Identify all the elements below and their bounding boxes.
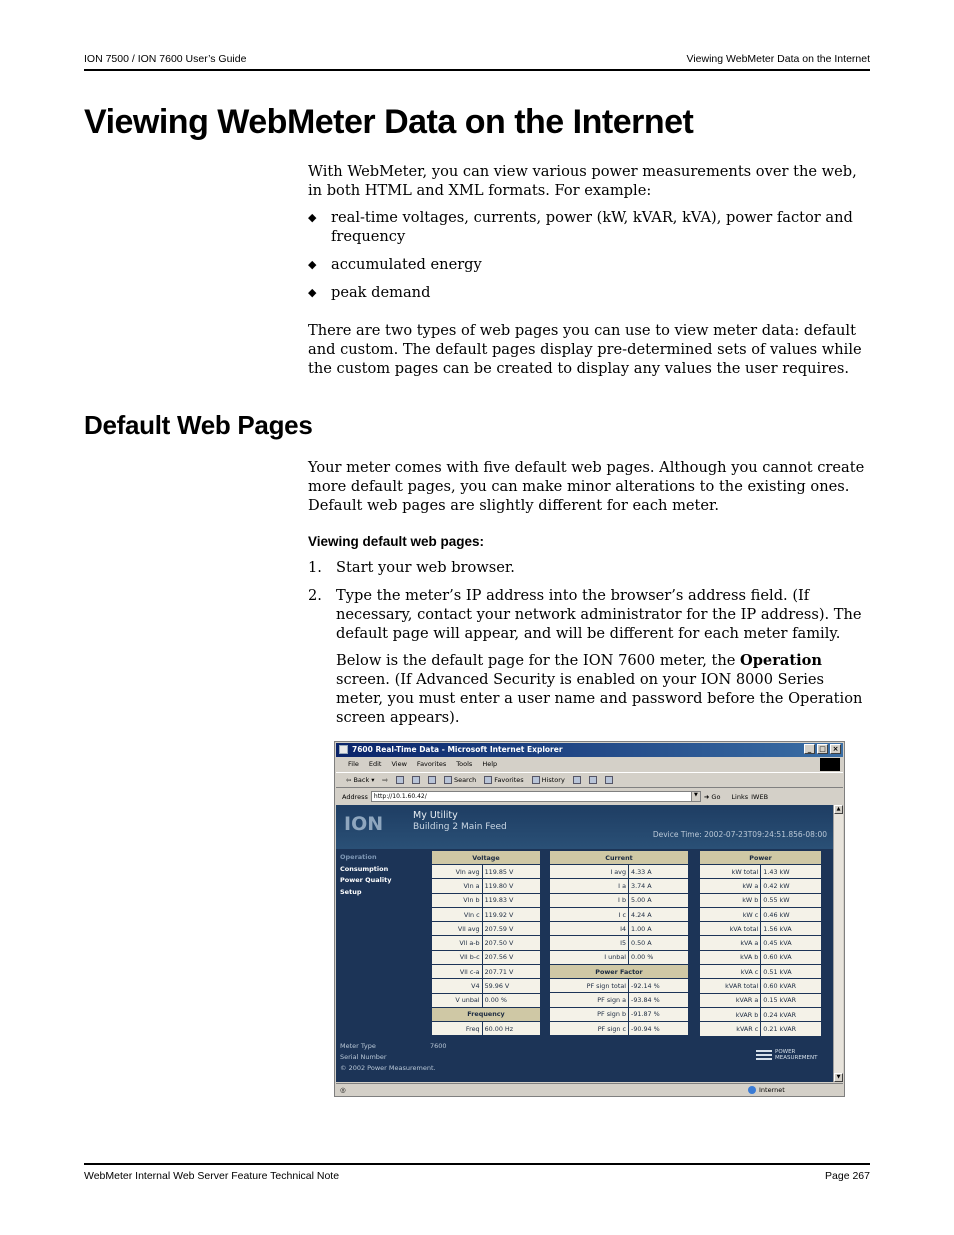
row-label: kW total [700,865,761,879]
table-row [550,1021,689,1035]
print-icon [589,776,597,784]
row-value: 0.24 kVAR [761,1007,822,1021]
table-row [432,879,541,893]
row-value: 119.85 V [482,865,540,879]
page-status-icon: ◎ [340,1086,346,1094]
row-value: 0.46 kW [761,907,822,921]
row-label: kVAR a [700,993,761,1007]
row-label: I unbal [550,950,629,964]
row-value: 3.74 A [629,879,689,893]
power-factor-header: Power Factor [550,965,689,979]
favorites-button[interactable] [484,776,523,784]
table-header-row [550,851,689,865]
table-row [550,907,689,921]
print-button[interactable] [589,776,597,784]
procedure-heading: Viewing default web pages: [308,534,485,549]
step-item [308,586,870,643]
meter-type-value: 7600 [430,1042,447,1050]
search-label: Search [453,776,477,784]
row-label: PF sign a [550,993,629,1007]
table-row [432,950,541,964]
serial-row [340,1052,447,1063]
step-note-bold: Operation [740,652,822,669]
go-label: Go [711,792,721,801]
row-label: I c [550,907,629,921]
feed-name: Building 2 Main Feed [413,822,507,832]
row-label: Vln b [432,893,483,907]
row-value: 0.00 % [629,950,689,964]
menu-view[interactable]: View [391,760,407,768]
table-row [550,879,689,893]
footer-doc-title: WebMeter Internal Web Server Feature Technical Note [84,1170,340,1182]
table-row [700,1022,822,1036]
table-row [550,922,689,936]
window-controls [804,744,841,754]
vertical-scrollbar[interactable] [833,805,843,1082]
table-row [700,979,822,993]
table-row [432,893,541,907]
home-icon [428,776,436,784]
go-arrow-icon: ➜ [703,792,710,801]
table-row [700,879,822,893]
table-row [700,893,822,907]
table-row [550,865,689,879]
table-row [700,1007,822,1021]
menu-file[interactable]: File [348,760,359,768]
row-label: Vln a [432,879,483,893]
table-header-row [432,1007,541,1021]
frequency-header: Frequency [432,1007,541,1021]
voltage-header: Voltage [432,851,541,865]
forward-button[interactable] [383,776,388,784]
bullet-text: accumulated energy [331,256,482,273]
row-label: PF sign c [550,1021,629,1035]
row-label: Vll c-a [432,965,483,979]
home-button[interactable] [428,776,436,784]
row-value: 5.00 A [629,893,689,907]
search-icon [444,776,452,784]
row-label: I4 [550,922,629,936]
back-arrow-icon: ⇦ [346,776,352,784]
section-title: Default Web Pages [84,410,313,440]
chevron-down-icon[interactable]: ▼ [691,792,700,801]
table-row [700,936,822,950]
current-header: Current [550,851,689,865]
power-measurement-icon [756,1050,772,1060]
current-table [549,850,689,1036]
edit-icon [605,776,613,784]
browser-window-title: 7600 Real-Time Data - Microsoft Internet Explorer [352,745,563,754]
row-value: 0.15 kVAR [761,993,822,1007]
section-paragraph: Your meter comes with five default web pages. Although you cannot create more default pages, you can make minor alterations to the existing ones. Default web pages are slightly different for each meter. [308,459,865,514]
running-footer [84,1163,870,1185]
nav-operation[interactable]: Operation [340,853,377,861]
table-row [550,950,689,964]
menu-edit[interactable]: Edit [368,760,382,768]
row-label: Vll a-b [432,936,483,950]
table-row [550,979,689,993]
row-value: 207.59 V [482,922,540,936]
serial-label: Serial Number [340,1053,387,1061]
row-label: I b [550,893,629,907]
row-label: I a [550,879,629,893]
refresh-button[interactable] [412,776,420,784]
back-button[interactable] [346,776,375,784]
go-button[interactable] [704,793,721,801]
links-label[interactable]: Links [731,792,749,801]
table-header-row [700,851,822,865]
row-label: I avg [550,865,629,879]
table-row [432,922,541,936]
step-number: 2. [308,587,322,604]
bullet-item [308,283,870,302]
table-row [700,965,822,979]
table-row [432,907,541,921]
table-row [550,936,689,950]
back-label: Back [353,776,370,784]
row-value: 60.00 Hz [482,1021,540,1035]
row-label: kVA b [700,950,761,964]
table-row [550,1007,689,1021]
table-row [432,993,541,1007]
header-section-title: Viewing WebMeter Data on the Internet [686,53,870,65]
row-value: 1.43 kW [761,865,822,879]
row-value: 0.51 kVA [761,965,822,979]
nav-power-quality[interactable]: Power Quality [340,876,392,884]
table-row [550,993,689,1007]
table-row [700,865,822,879]
row-label: kVAR total [700,979,761,993]
step-note-text: Below is the default page for the ION 7600 meter, the [336,652,741,669]
row-value: -92.14 % [629,979,689,993]
address-label: Address [342,792,368,801]
webmeter-banner [336,805,833,849]
page-viewport [336,805,833,1082]
table-row [432,965,541,979]
row-value: 0.60 kVAR [761,979,822,993]
row-label: kW a [700,879,761,893]
menu-tools[interactable]: Tools [456,760,473,768]
address-input[interactable] [371,791,701,802]
browser-toolbar [336,772,843,788]
windows-logo-icon [820,758,840,771]
row-value: 1.00 A [629,922,689,936]
row-label: Freq [432,1021,483,1035]
mail-button[interactable] [573,776,581,784]
ion-logo: ION [344,813,384,835]
table-row [432,979,541,993]
diamond-bullet-icon: ◆ [308,211,317,224]
step-number: 1. [308,559,322,576]
copyright-row [340,1063,447,1074]
meter-type-row [340,1041,447,1052]
row-label: I5 [550,936,629,950]
minimize-button[interactable]: _ [804,744,815,754]
history-label: History [541,776,565,784]
diamond-bullet-icon: ◆ [308,286,317,299]
row-value: 4.24 A [629,907,689,921]
edit-button[interactable] [605,776,613,784]
page-title: Viewing WebMeter Data on the Internet [84,103,694,141]
voltage-table [431,850,541,1036]
step-text: Type the meter’s IP address into the browser’s address field. (If necessary, contact your network administrator for the IP address). The default page will appear, and will be different for each meter family. [336,587,862,642]
row-label: Vll avg [432,922,483,936]
menu-bar [336,758,843,771]
header-doc-title: ION 7500 / ION 7600 User’s Guide [84,53,247,65]
maximize-button[interactable]: □ [817,744,828,754]
row-label: Vln c [432,907,483,921]
row-label: V unbal [432,993,483,1007]
row-value: 119.83 V [482,893,540,907]
meter-type-label: Meter Type [340,1042,376,1050]
iweb-link[interactable]: IWEB [751,792,769,801]
table-row [700,922,822,936]
nav-setup[interactable]: Setup [340,887,362,896]
stop-button[interactable] [396,776,404,784]
page-number: Page 267 [825,1170,870,1182]
row-value: 0.60 kVA [761,950,822,964]
address-bar [336,789,843,804]
chevron-down-icon: ▾ [371,776,375,784]
stop-icon [396,776,404,784]
browser-titlebar [336,743,843,757]
row-value: -90.94 % [629,1021,689,1035]
row-value: 1.56 kVA [761,922,822,936]
bullet-item [308,255,870,274]
intro-paragraph: With WebMeter, you can view various power measurements over the web, in both HTML and XML formats. For example: [308,163,857,199]
search-button[interactable] [444,776,476,784]
refresh-icon [412,776,420,784]
row-value: 59.96 V [482,979,540,993]
row-value: 207.50 V [482,936,540,950]
row-value: 119.92 V [482,907,540,921]
favorites-label: Favorites [494,776,524,784]
table-header-row [432,851,541,865]
bullet-item [308,208,870,246]
row-value: 207.71 V [482,965,540,979]
status-bar [336,1083,843,1096]
step-note-paragraph [336,651,870,727]
row-value: -93.84 % [629,993,689,1007]
table-row [432,1021,541,1035]
zone-indicator [748,1086,785,1094]
table-row [700,993,822,1007]
row-label: kVAR b [700,1007,761,1021]
step-text: Start your web browser. [336,559,515,576]
row-label: Vln avg [432,865,483,879]
menu-help[interactable]: Help [482,760,498,768]
history-button[interactable] [532,776,565,784]
table-header-row [550,965,689,979]
table-row [550,893,689,907]
device-time: Device Time: 2002-07-23T09:24:51.856-08:00 [652,830,827,839]
step-item [308,558,870,577]
row-value: 0.50 A [629,936,689,950]
scroll-down-icon[interactable]: ▼ [834,1073,843,1082]
step-note-text: screen. (If Advanced Security is enabled on your ION 8000 Series meter, you must enter a user name and password before the Operation screen appears). [336,671,863,726]
table-row [700,907,822,921]
zone-label: Internet [759,1086,785,1094]
power-header: Power [700,851,822,865]
table-row [700,950,822,964]
table-row [432,936,541,950]
row-value: 207.56 V [482,950,540,964]
power-measurement-logo [756,1049,818,1061]
browser-screenshot [334,741,845,1097]
power-table [699,850,822,1037]
row-label: kVA a [700,936,761,950]
row-value: 0.45 kVA [761,936,822,950]
globe-icon [748,1086,756,1094]
row-value: 0.42 kW [761,879,822,893]
types-paragraph: There are two types of web pages you can use to view meter data: default and custom. The default pages display pre-determined sets of values while the custom pages can be created to display any values the user requires. [308,322,862,377]
favorites-icon [484,776,492,784]
row-label: kW c [700,907,761,921]
row-value: 4.33 A [629,865,689,879]
table-row [432,865,541,879]
row-label: kVA c [700,965,761,979]
utility-name: My Utility [413,810,458,821]
address-url: http://10.1.60.42/ [373,793,427,800]
nav-consumption[interactable]: Consumption [340,864,389,873]
history-icon [532,776,540,784]
row-label: kW b [700,893,761,907]
diamond-bullet-icon: ◆ [308,258,317,271]
running-header [84,53,870,71]
ie-icon [339,745,348,754]
mail-icon [573,776,581,784]
bullet-text: real-time voltages, currents, power (kW, kVAR, kVA), power factor and frequency [331,209,853,245]
copyright: © 2002 Power Measurement. [340,1064,436,1072]
row-label: Vll b-c [432,950,483,964]
row-label: PF sign b [550,1007,629,1021]
row-value: 0.21 kVAR [761,1022,822,1036]
meter-info [340,1041,447,1074]
webmeter-nav [340,852,391,898]
row-value: 119.80 V [482,879,540,893]
row-value: -91.87 % [629,1007,689,1021]
row-value: 0.55 kW [761,893,822,907]
pm-logo-line1: POWER [775,1049,796,1055]
menu-favorites[interactable]: Favorites [416,760,447,768]
row-label: kVAR c [700,1022,761,1036]
forward-arrow-icon: ⇨ [382,776,388,784]
row-value: 0.00 % [482,993,540,1007]
bullet-text: peak demand [331,284,431,301]
row-label: PF sign total [550,979,629,993]
row-label: kVA total [700,922,761,936]
pm-logo-line2: MEASUREMENT [775,1055,818,1061]
scroll-up-icon[interactable]: ▲ [834,805,843,814]
close-button[interactable]: × [830,744,841,754]
row-label: V4 [432,979,483,993]
